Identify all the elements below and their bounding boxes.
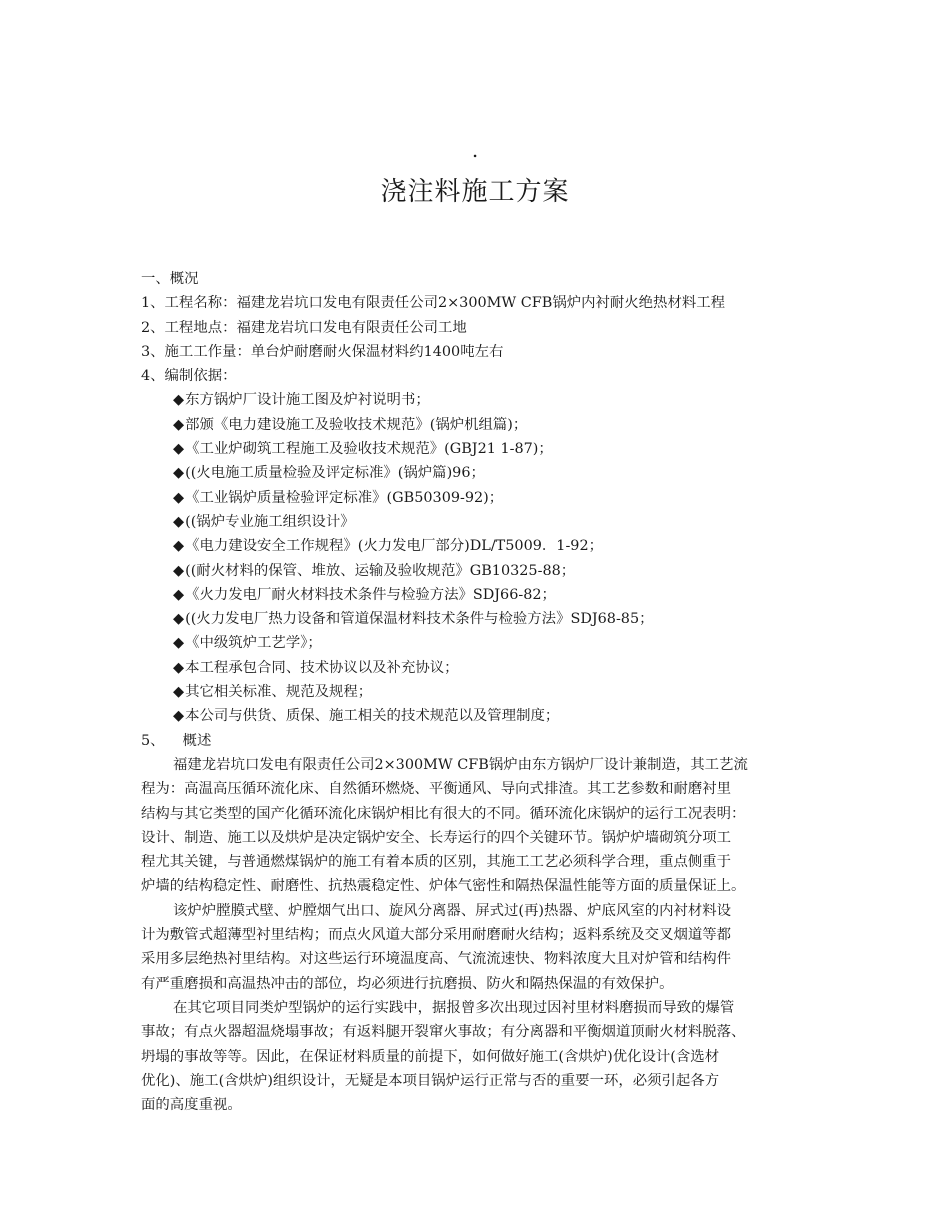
diamond-bullet-icon: ◆ <box>173 441 185 458</box>
bullet-item: ◆本工程承包合同、技术协议以及补充协议； <box>173 659 459 676</box>
diamond-bullet-icon: ◆ <box>173 489 185 506</box>
paragraph-line: 有严重磨损和高温热冲击的部位，均必须进行抗磨损、防火和隔热保温的有效保护。 <box>141 975 674 992</box>
bullet-item: ◆《火力发电厂耐火材料技术条件与检验方法》SDJ66-82； <box>173 586 556 603</box>
list-item-project-location: 2、工程地点：福建龙岩坑口发电有限责任公司工地 <box>141 319 467 336</box>
bullet-item: ◆((耐火材料的保管、堆放、运输及验收规范》GB10325-88； <box>173 562 576 579</box>
diamond-bullet-icon: ◆ <box>173 611 185 628</box>
diamond-bullet-icon: ◆ <box>173 416 185 433</box>
paragraph-line: 炉墙的结构稳定性、耐磨性、抗热震稳定性、炉体气密性和隔热保温性能等方面的质量保证上。 <box>141 878 746 895</box>
list-item-workload: 3、施工工作量：单台炉耐磨耐火保温材料约1400吨左右 <box>141 343 504 360</box>
paragraph-line: 设计、制造、施工以及烘炉是决定锅炉安全、长寿运行的四个关键环节。锅炉炉墙砌筑分项工 <box>141 829 732 846</box>
diamond-bullet-icon: ◆ <box>173 562 185 579</box>
paragraph-line: 计为敷管式超薄型衬里结构；而点火风道大部分采用耐磨耐火结构；返料系统及交叉烟道等都 <box>141 927 732 944</box>
paragraph-line: 该炉炉膛膜式壁、炉膛烟气出口、旋风分离器、屏式过(再)热器、炉底风室的内衬材料设 <box>173 902 732 919</box>
bullet-item: ◆《中级筑炉工艺学》； <box>173 635 322 652</box>
diamond-bullet-icon: ◆ <box>173 513 185 530</box>
bullet-item: ◆((火电施工质量检验及评定标准》(锅炉篇)96； <box>173 465 485 482</box>
bullet-item: ◆《电力建设安全工作规程》(火力发电厂部分)DL/T5009．1-92； <box>173 538 604 555</box>
paragraph-1 <box>141 753 831 899</box>
diamond-bullet-icon: ◆ <box>173 635 185 652</box>
section-heading-summary: 5、 概述 <box>141 732 212 749</box>
list-item-basis: 4、编制依据： <box>141 368 237 385</box>
document-title: 浇注料施工方案 <box>380 177 570 207</box>
header-dot: . <box>471 138 479 162</box>
paragraph-line: 在其它项目同类炉型锅炉的运行实践中，据报曾多次出现过因衬里材料磨损而导致的爆管 <box>173 999 735 1016</box>
bullet-item: ◆其它相关标准、规范及规程； <box>173 684 373 701</box>
bullet-item: ◆((锅炉专业施工组织设计》 <box>173 513 355 530</box>
diamond-bullet-icon: ◆ <box>173 684 185 701</box>
list-item-project-name: 1、工程名称：福建龙岩坑口发电有限责任公司2×300MW CFB锅炉内衬耐火绝热材料工程 <box>141 295 726 312</box>
bullet-item: ◆((火力发电厂热力设备和管道保温材料技术条件与检验方法》SDJ68-85； <box>173 611 654 628</box>
paragraph-3 <box>141 996 831 1117</box>
section-heading-overview: 一、概况 <box>141 271 199 287</box>
paragraph-line: 采用多层绝热衬里结构。对这些运行环境温度高、气流流速快、物料浓度大且对炉管和结构件 <box>141 951 732 968</box>
diamond-bullet-icon: ◆ <box>173 465 185 482</box>
diamond-bullet-icon: ◆ <box>173 708 185 725</box>
paragraph-line: 程为：高温高压循环流化床、自然循环燃烧、平衡通风、导向式排渣。其工艺参数和耐磨衬里 <box>141 781 732 798</box>
bullet-item: ◆《工业炉砌筑工程施工及验收技术规范》(GBJ21 1-87)； <box>173 441 553 458</box>
diamond-bullet-icon: ◆ <box>173 659 185 676</box>
bullet-item: ◆《工业锅炉质量检验评定标准》(GB50309-92)； <box>173 489 504 506</box>
paragraph-2 <box>141 899 831 996</box>
paragraph-line: 结构与其它类型的国产化循环流化床锅炉相比有很大的不同。循环流化床锅炉的运行工况表明： <box>141 805 746 822</box>
document-body <box>141 267 831 1117</box>
paragraph-line: 事故；有点火器超温烧塌事故；有返料腿开裂窜火事故；有分离器和平衡烟道顶耐火材料脱落、 <box>141 1024 746 1041</box>
diamond-bullet-icon: ◆ <box>173 392 185 409</box>
bullet-item: ◆东方锅炉厂设计施工图及炉衬说明书； <box>173 392 430 409</box>
paragraph-line: 程尤其关键，与普通燃煤锅炉的施工有着本质的区别，其施工工艺必须科学合理，重点侧重于 <box>141 854 732 871</box>
diamond-bullet-icon: ◆ <box>173 538 185 555</box>
paragraph-line: 福建龙岩坑口发电有限责任公司2×300MW CFB锅炉由东方锅炉厂设计兼制造，其工艺流 <box>173 756 748 773</box>
diamond-bullet-icon: ◆ <box>173 586 185 603</box>
paragraph-line: 坍塌的事故等等。因此，在保证材料质量的前提下，如何做好施工(含烘炉)优化设计(含选材 <box>141 1048 720 1065</box>
bullet-item: ◆本公司与供货、质保、施工相关的技术规范以及管理制度； <box>173 708 560 725</box>
paragraph-line: 优化)、施工(含烘炉)组织设计，无疑是本项目锅炉运行正常与否的重要一环，必须引起各方 <box>141 1072 720 1089</box>
bullet-item: ◆部颁《电力建设施工及验收技术规范》(锅炉机组篇)； <box>173 416 528 433</box>
paragraph-line: 面的高度重视。 <box>141 1097 242 1114</box>
basis-bullet-list <box>141 388 831 728</box>
